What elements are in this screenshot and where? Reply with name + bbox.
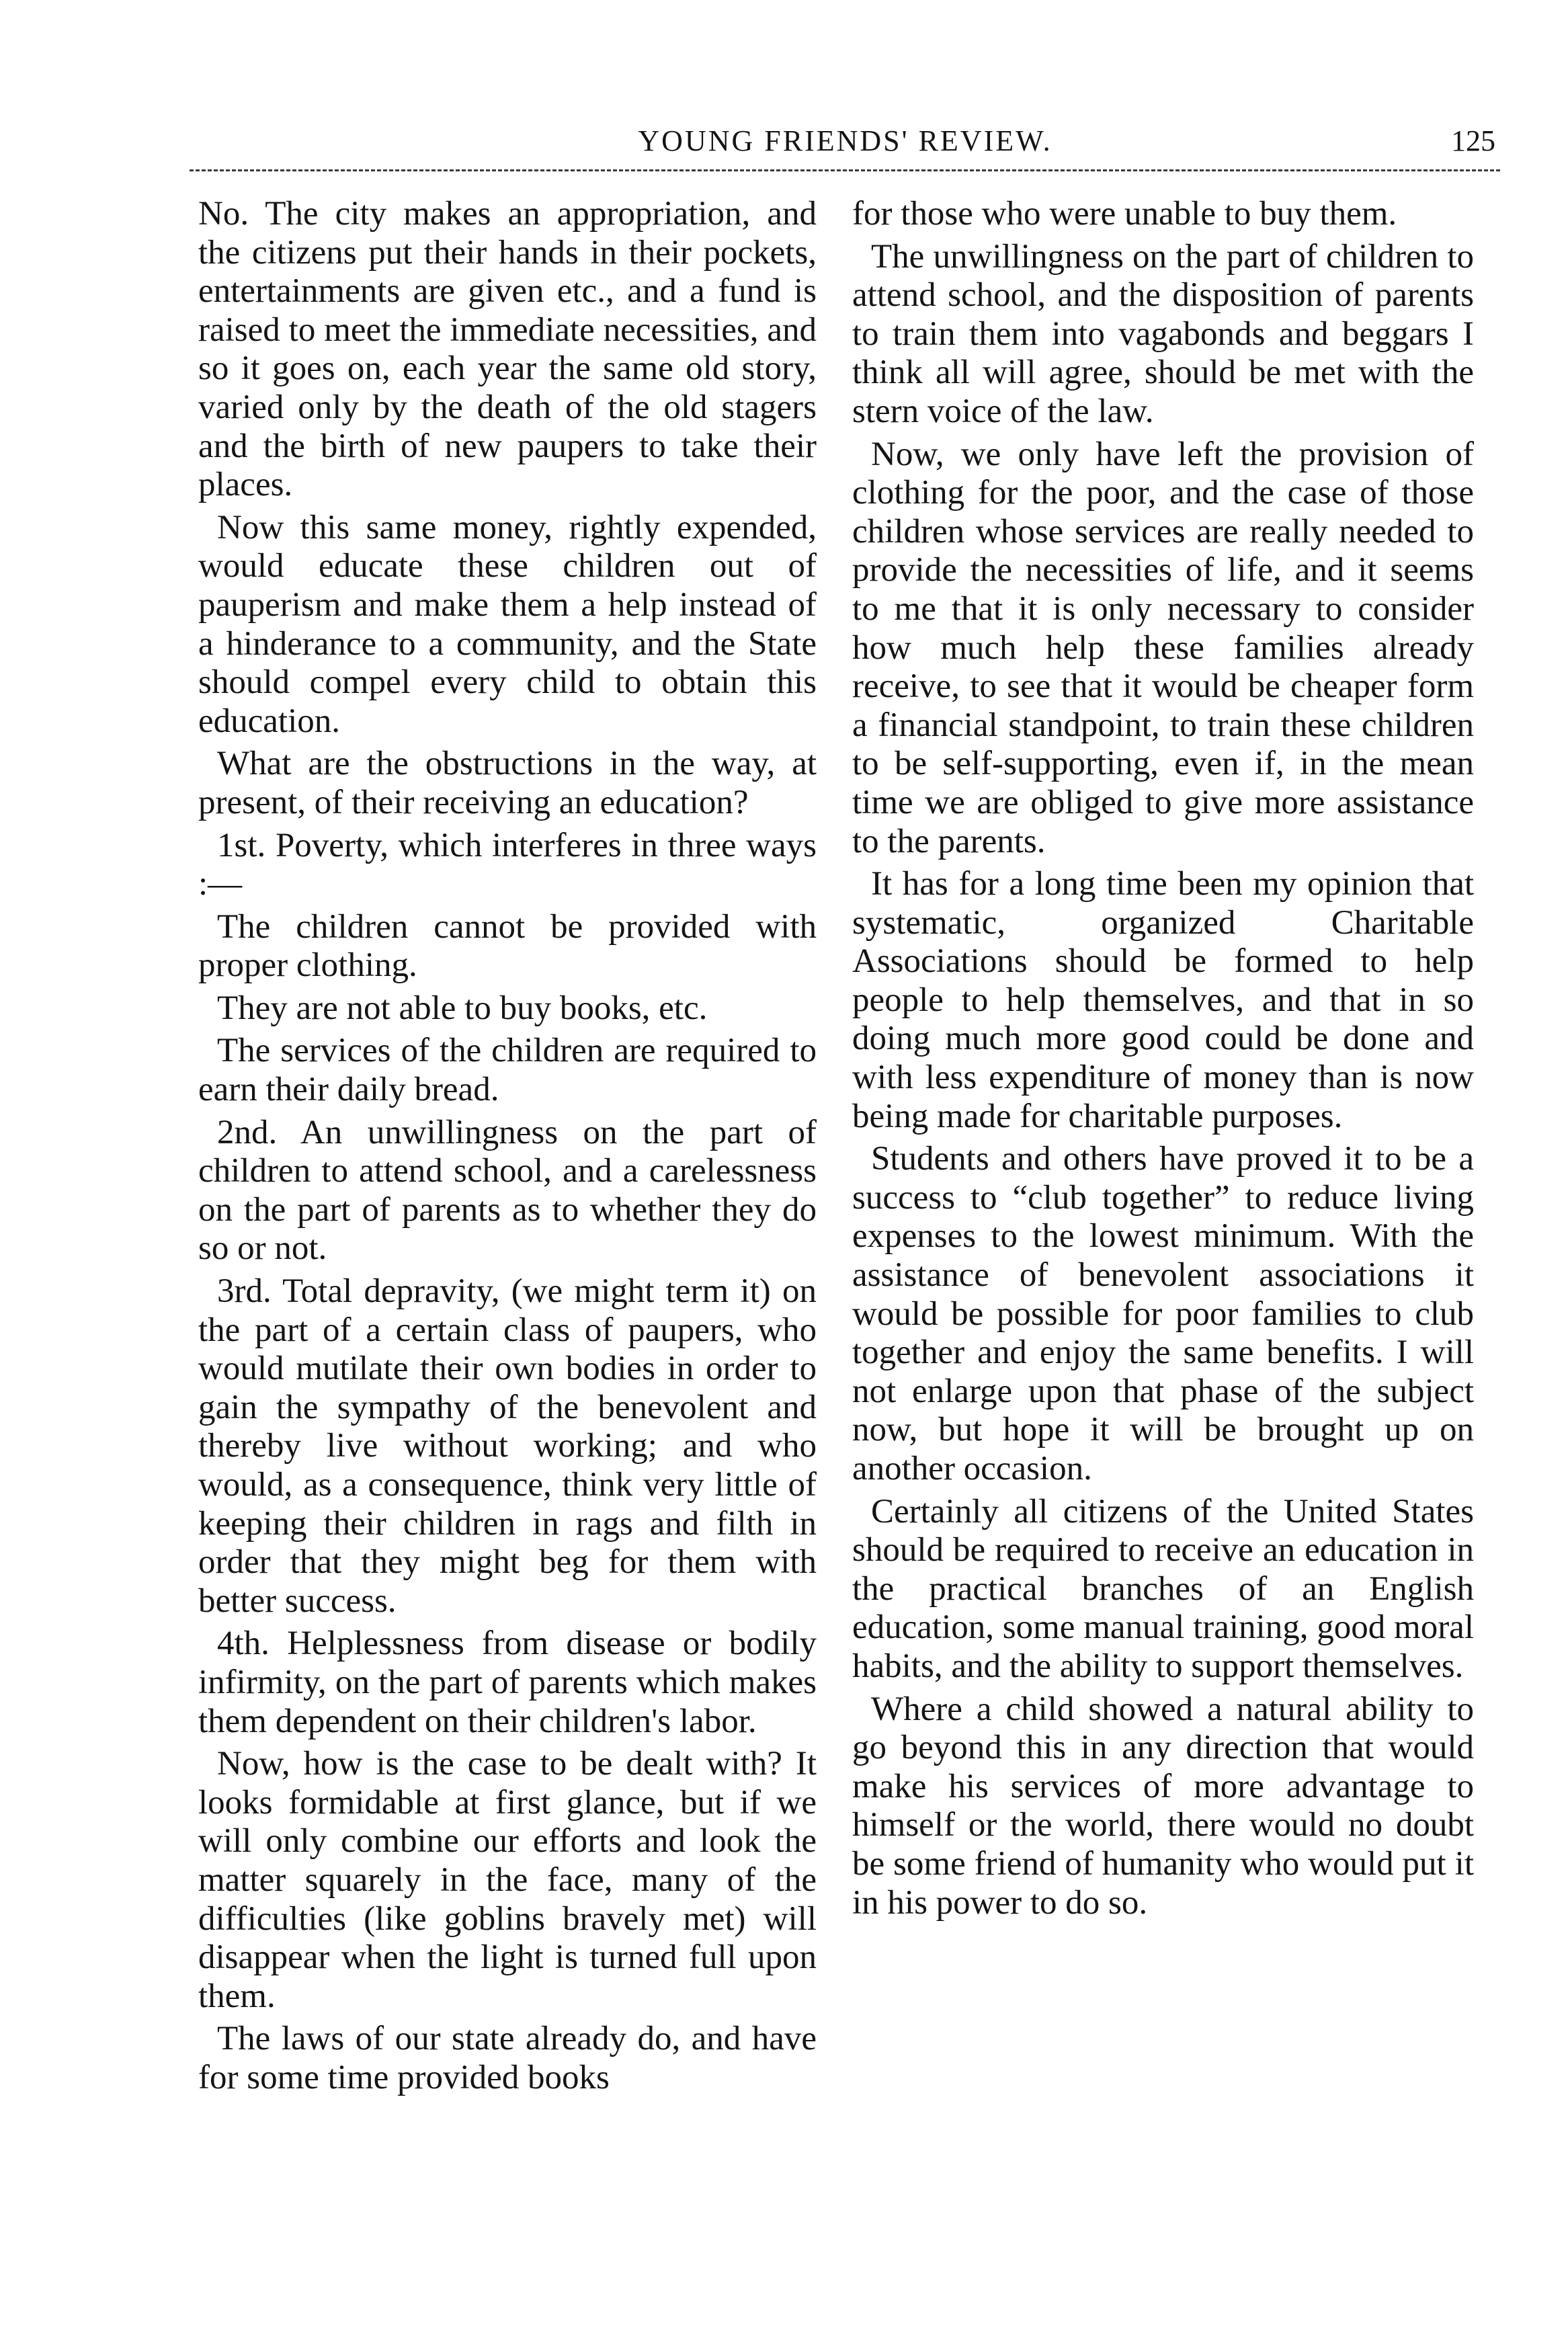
header-rule	[190, 169, 1500, 171]
paragraph: It has for a long time been my opinion that systematic, organized Charitable Associations should be formed to help people to help themselves, and that in so doing much more good could be done and with less expenditure of money than is now being made for charitable purposes.	[852, 865, 1474, 1135]
paragraph: Students and others have proved it to be a success to “club together” to reduce living expenses to the lowest minimum. With the assistance of benevolent associations it would be possible for poor families to club together and enjoy the same benefits. I will not enlarge upon that phase of the subject now, but hope it will be brought up on another occasion.	[852, 1140, 1474, 1487]
paragraph: Now this same money, rightly expended, would educate these children out of pauperism and make them a help instead of a hinderance to a community, and the State should compel every child to obtain this education.	[198, 508, 817, 740]
paragraph: The children cannot be provided with proper clothing.	[198, 907, 817, 985]
journal-title: YOUNG FRIENDS' REVIEW.	[638, 124, 1053, 157]
paragraph: Certainly all citizens of the United States should be required to receive an education in the practical branches of an English education, some manual training, good moral habits, and the ability to support themselves.	[852, 1492, 1474, 1685]
running-head	[195, 121, 1495, 164]
paragraph: 4th. Helplessness from disease or bodily infirmity, on the part of parents which makes them dependent on their children's labor.	[198, 1625, 817, 1740]
paragraph: They are not able to buy books, etc.	[217, 989, 708, 1027]
paragraph: 3rd. Total depravity, (we might term it) on the part of a certain class of paupers, who would mutilate their own bodies in order to gain the sympathy of the benevolent and thereby live without working; and who would, as a consequence, think very little of keeping their children in rags and filth in order that they might beg for them with better success.	[198, 1272, 817, 1620]
page-number: 125	[1451, 124, 1495, 157]
paragraph: Now, we only have left the provision of clothing for the poor, and the case of those children whose services are really needed to provide the necessities of life, and it seems to me that it is only necessary to consider how much help these families already receive, to see that it would be cheaper form a financial standpoint, to train these children to be self-supporting, even if, in the mean time we are obliged to give more assistance to the parents.	[852, 435, 1474, 860]
left-column	[198, 195, 817, 2265]
paragraph: The unwillingness on the part of children to attend school, and the disposition of parents to train them into vagabonds and beggars I think all will agree, should be met with the stern voice of the law.	[852, 237, 1474, 430]
paragraph: Now, how is the case to be dealt with? It looks formidable at first glance, but if we will only combine our efforts and look the matter squarely in the face, many of the difficulties (like goblins bravely met) will disappear when the light is turned full upon them.	[198, 1745, 817, 2015]
paragraph: No. The city makes an appropriation, and the citizens put their hands in their pockets, entertainments are given etc., and a fund is raised to meet the immediate necessities, and so it goes on, each year the same old story, varied only by the death of the old stagers and the birth of new paupers to take their places.	[198, 195, 817, 504]
paragraph: 2nd. An unwillingness on the part of children to attend school, and a carelessness on the part of parents as to whether they do so or not.	[198, 1113, 817, 1268]
paragraph: Where a child showed a natural ability to go beyond this in any direction that would make his services of more advantage to himself or the world, there would no doubt be some friend of humanity who would put it in his power to do so.	[852, 1690, 1474, 1922]
paragraph: The laws of our state already do, and have for some time provided books	[198, 2020, 817, 2096]
right-column	[852, 195, 1474, 2265]
paragraph: 1st. Poverty, which interferes in three ways :—	[198, 826, 817, 903]
paragraph: The services of the children are required to earn their daily bread.	[198, 1032, 817, 1109]
paragraph: What are the obstructions in the way, at present, of their receiving an education?	[198, 745, 817, 821]
paragraph: for those who were unable to buy them.	[852, 195, 1397, 233]
